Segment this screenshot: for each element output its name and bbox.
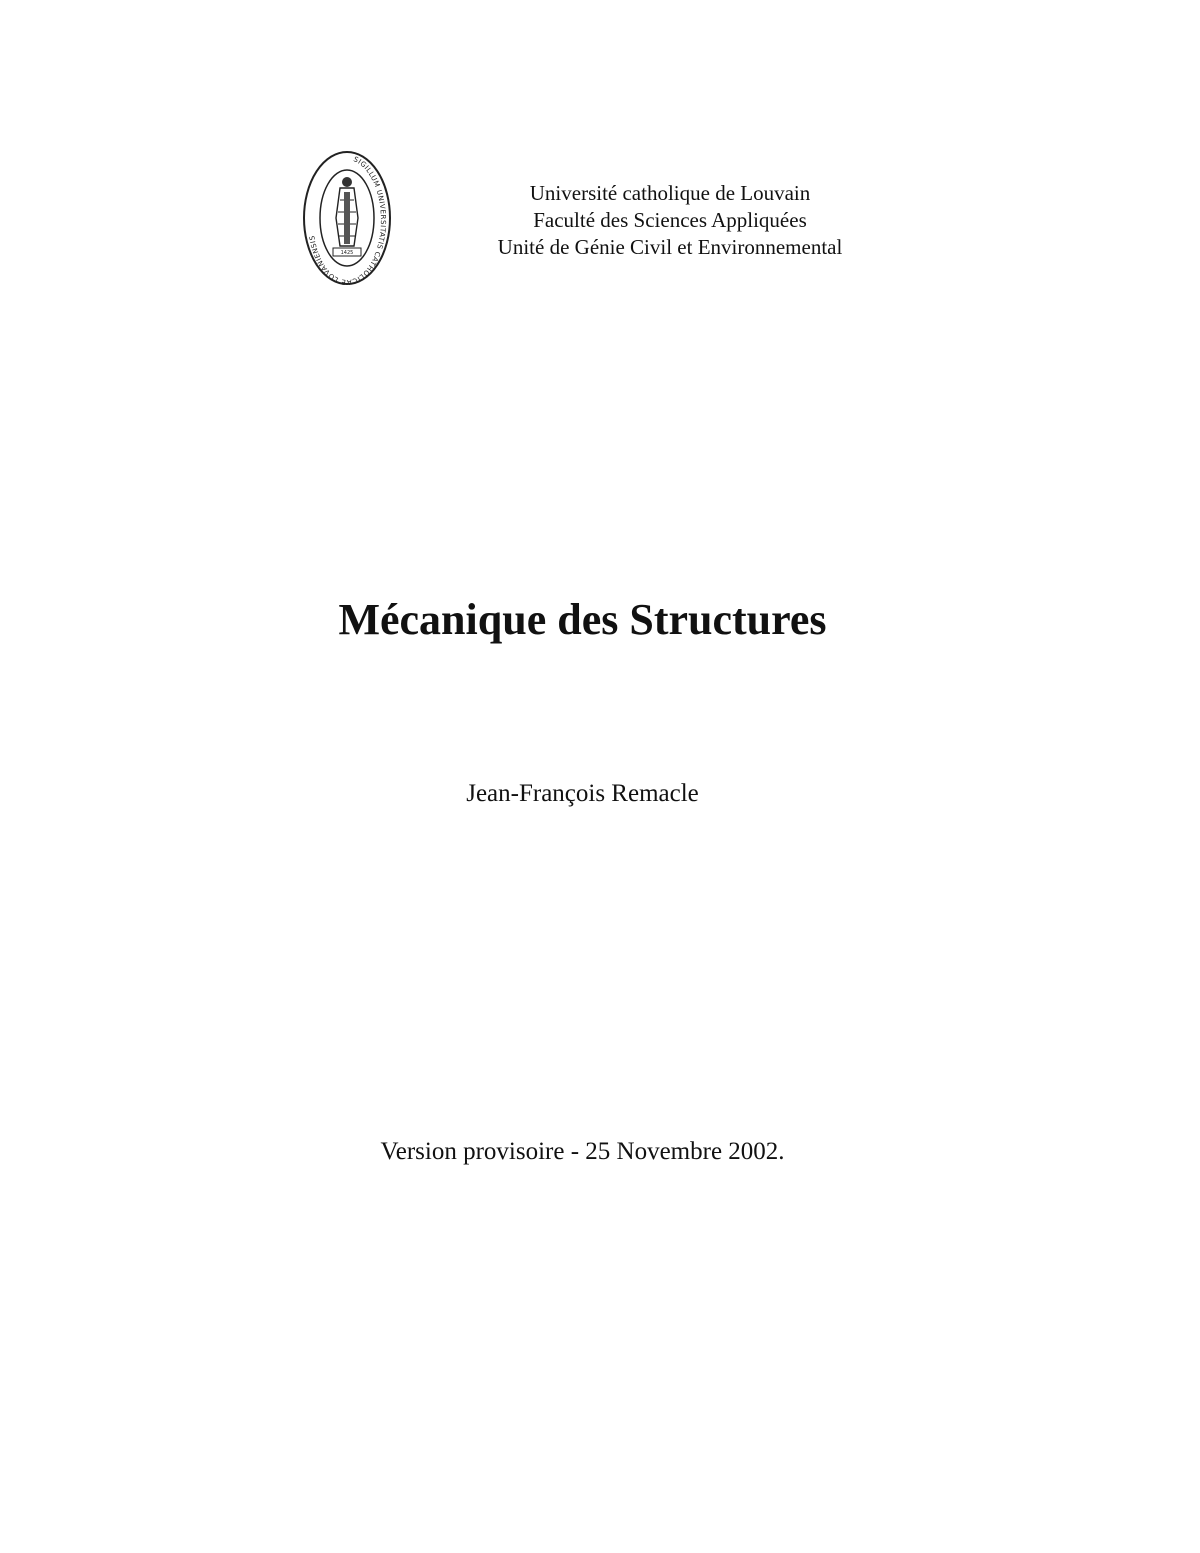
svg-text:SIGILLUM UNIVERSITATIS CATHOLI: SIGILLUM UNIVERSITATIS CATHOLICAE LOVANIENSIS: [308, 155, 387, 287]
svg-text:1425: 1425: [340, 250, 354, 256]
document-title: Mécanique des Structures: [338, 595, 827, 644]
institution-university: Université catholique de Louvain: [529, 181, 811, 205]
university-seal-icon: [300, 148, 394, 288]
document-version: Version provisoire - 25 Novembre 2002.: [380, 1138, 785, 1165]
institution-unit: Unité de Génie Civil et Environnemental: [497, 235, 843, 259]
institution-block: [470, 180, 870, 261]
institution-faculty: Faculté des Sciences Appliquées: [533, 208, 807, 232]
document-author: Jean-François Remacle: [466, 780, 699, 807]
